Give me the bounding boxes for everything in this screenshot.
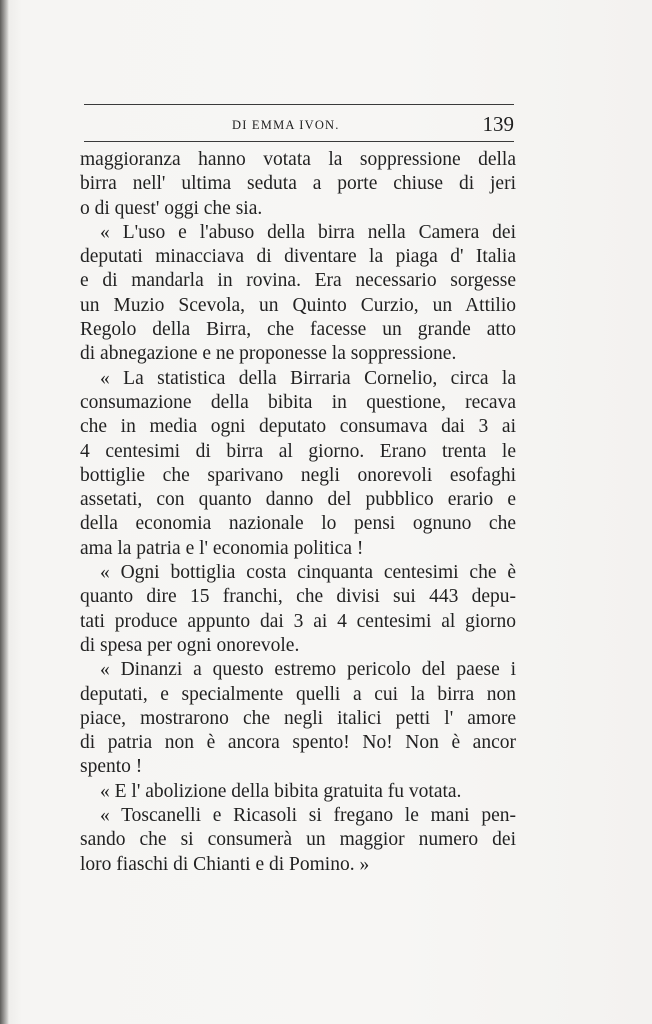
text-line: di abnegazione e ne proponesse la soppressione. bbox=[80, 343, 457, 365]
binding-edge bbox=[0, 0, 9, 1024]
body-text bbox=[80, 148, 516, 877]
text-line: « Dinanzi a questo estremo pericolo del paese i bbox=[100, 659, 516, 681]
text-line: della economia nazionale lo pensi ognuno che bbox=[80, 513, 516, 535]
text-line: sando che si consumerà un maggior numero dei bbox=[80, 829, 516, 851]
text-line: ama la patria e l' economia politica ! bbox=[80, 537, 364, 559]
text-line: che in media ogni deputato consumava dai 3 ai bbox=[80, 416, 516, 438]
text-line: di patria non è ancora spento! No! Non è ancor bbox=[80, 732, 516, 754]
text-line: maggioranza hanno votata la soppressione della bbox=[80, 149, 516, 170]
text-line: bottiglie che sparivano negli onorevoli esofaghi bbox=[80, 464, 516, 486]
text-line: deputati minacciava di diventare la piaga d' Italia bbox=[80, 246, 516, 268]
text-line: tati produce appunto dai 3 ai 4 centesimi al giorno bbox=[80, 610, 516, 632]
text-line: di spesa per ogni onorevole. bbox=[80, 634, 300, 656]
text-line: piace, mostrarono che negli italici petti l' amore bbox=[80, 707, 516, 729]
page-number: 139 bbox=[482, 112, 514, 136]
text-line: « Toscanelli e Ricasoli si fregano le mani pen- bbox=[100, 805, 516, 827]
text-line: birra nell' ultima seduta a porte chiuse di jeri bbox=[80, 173, 516, 195]
text-line: un Muzio Scevola, un Quinto Curzio, un Attilio bbox=[80, 294, 516, 316]
text-line: spento ! bbox=[80, 756, 143, 778]
text-line: e di mandarla in rovina. Era necessario sorgesse bbox=[80, 270, 516, 292]
text-line: « Ogni bottiglia costa cinquanta centesimi che è bbox=[100, 562, 516, 584]
text-line: « L'uso e l'abuso della birra nella Camera dei bbox=[100, 221, 516, 243]
text-line: « E l' abolizione della bibita gratuita fu votata. bbox=[100, 780, 462, 802]
text-line: deputati, e specialmente quelli a cui la birra non bbox=[80, 683, 516, 705]
header-rule-bottom bbox=[84, 141, 514, 142]
running-head-title: DI EMMA IVON. bbox=[232, 118, 340, 132]
text-line: « La statistica della Birraria Cornelio, circa la bbox=[100, 367, 516, 389]
text-line: Regolo della Birra, che facesse un grande atto bbox=[80, 319, 516, 341]
text-line: assetati, con quanto danno del pubblico erario e bbox=[80, 489, 516, 511]
header-rule-top bbox=[84, 104, 514, 105]
text-line: loro fiaschi di Chianti e di Pomino. » bbox=[80, 853, 370, 875]
text-line: 4 centesimi di birra al giorno. Erano trenta le bbox=[80, 440, 516, 462]
running-head bbox=[84, 112, 514, 138]
text-line: consumazione della bibita in questione, recava bbox=[80, 391, 516, 413]
text-line: quanto dire 15 franchi, che divisi sui 443 depu- bbox=[80, 586, 516, 608]
text-line: o di quest' oggi che sia. bbox=[80, 197, 263, 219]
